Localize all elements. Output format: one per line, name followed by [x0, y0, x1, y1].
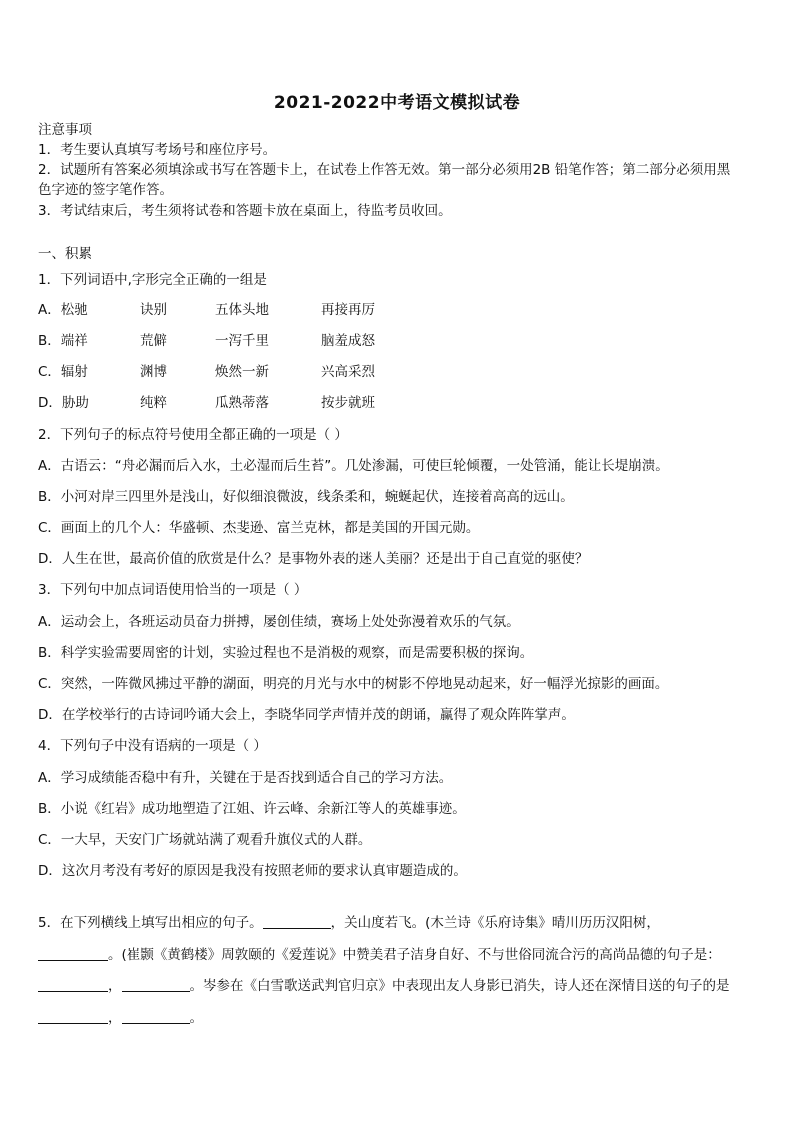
q1-b-word-2: 荒僻	[140, 333, 167, 349]
q1-b-word-3: 一泻千里	[215, 333, 269, 349]
q4-option-c: C．一大早，天安门广场就站满了观看升旗仪式的人群。	[38, 832, 372, 848]
section-heading: 一、积累	[38, 246, 92, 262]
q5-line-3	[38, 976, 764, 996]
notice-item-2: 2．试题所有答案必须填涂或书写在答题卡上，在试卷上作答无效。第一部分必须用2B 铅笔作答；第二部分必须用黑	[38, 162, 731, 178]
notice-item-3: 3．考试结束后，考生须将试卷和答题卡放在桌面上，待监考员收回。	[38, 203, 452, 219]
page-title: 2021-2022中考语文模拟试卷	[273, 93, 521, 113]
answer-blank-6[interactable]	[122, 1009, 190, 1024]
q5-comma-1: ，	[108, 978, 122, 994]
q4-option-a: A．学习成绩能否稳中有升，关键在于是否找到适合自己的学习方法。	[38, 770, 453, 786]
q1-c-word-3: 焕然一新	[215, 364, 269, 380]
q2-option-a: A．古语云：“舟必漏而后入水，土必湿而后生苔”。几处渗漏，可使巨轮倾覆，一处管涌，能让长堤崩溃。	[38, 458, 669, 474]
q1-d-word-4: 按步就班	[321, 395, 375, 411]
q4-option-d: D．这次月考没有考好的原因是我没有按照老师的要求认真审题造成的。	[38, 863, 467, 879]
q1-b-word-4: 脑羞成怒	[321, 333, 375, 349]
q1-c-word-2: 渊博	[140, 364, 167, 380]
q3-option-c: C．突然，一阵微风拂过平静的湖面，明亮的月光与水中的树影不停地晃动起来，好一幅浮光掠影的画面。	[38, 676, 669, 692]
answer-blank-4[interactable]	[122, 977, 190, 992]
q5-text-2: 。(崔颢《黄鹤楼》周敦颐的《爱莲说》中赞美君子洁身自好、不与世俗同流合污的高尚品德的句子是：	[108, 947, 721, 963]
q5-text-1: ，关山度若飞。(木兰诗《乐府诗集》晴川历历汉阳树，	[330, 915, 660, 931]
q5-line-4	[38, 1008, 764, 1028]
answer-blank-1[interactable]	[263, 914, 331, 929]
notice-item-1: 1．考生要认真填写考场号和座位序号。	[38, 142, 277, 158]
q3-stem: 3．下列句中加点词语使用恰当的一项是（ ）	[38, 582, 308, 598]
answer-blank-3[interactable]	[38, 977, 108, 992]
answer-blank-5[interactable]	[38, 1009, 108, 1024]
q5-period: 。	[189, 1010, 203, 1026]
q5-comma-2: ，	[108, 1010, 122, 1026]
q1-c-word-4: 兴高采烈	[321, 364, 375, 380]
q4-option-b: B．小说《红岩》成功地塑造了江姐、许云峰、余新江等人的英雄事迹。	[38, 801, 466, 817]
q2-stem: 2．下列句子的标点符号使用全都正确的一项是（ ）	[38, 427, 348, 443]
q3-option-b: B．科学实验需要周密的计划，实验过程也不是消极的观察，而是需要积极的探询。	[38, 645, 534, 661]
q1-a-word-1: A．松驰	[38, 302, 88, 318]
q1-stem: 1．下列词语中,字形完全正确的一组是	[38, 272, 267, 288]
q1-d-word-2: 纯粹	[140, 395, 167, 411]
q3-option-a: A．运动会上，各班运动员奋力拼搏，屡创佳绩，赛场上处处弥漫着欢乐的气氛。	[38, 614, 520, 630]
q2-option-d: D．人生在世，最高价值的欣赏是什么？是事物外表的迷人美丽？还是出于自己直觉的驱使？	[38, 551, 589, 567]
q2-option-b: B．小河对岸三四里外是浅山，好似细浪微波，线条柔和，蜿蜒起伏，连接着高高的远山。	[38, 489, 574, 505]
q1-d-word-3: 瓜熟蒂落	[215, 395, 269, 411]
q4-stem: 4．下列句子中没有语病的一项是（ ）	[38, 738, 267, 754]
q1-c-word-1: C．辐射	[38, 364, 88, 380]
answer-blank-2[interactable]	[38, 946, 108, 961]
q5-text-3: 。岑参在《白雪歌送武判官归京》中表现出友人身影已消失，诗人还在深情目送的句子的是	[189, 978, 730, 994]
q5-line-2	[38, 945, 764, 965]
q5-line-1	[38, 913, 764, 933]
q5-stem: 5．在下列横线上填写出相应的句子。	[38, 915, 263, 931]
q2-option-c: C．画面上的几个人：华盛顿、杰斐逊、富兰克林，都是美国的开国元勋。	[38, 520, 480, 536]
notice-heading: 注意事项	[38, 122, 92, 138]
q1-a-word-3: 五体头地	[215, 302, 269, 318]
q1-a-word-2: 诀别	[140, 302, 167, 318]
q1-b-word-1: B．端祥	[38, 333, 88, 349]
q1-d-word-1: D．胁助	[38, 395, 89, 411]
q1-a-word-4: 再接再厉	[321, 302, 375, 318]
notice-item-2-cont: 色字迹的签字笔作答。	[38, 182, 173, 198]
q3-option-d: D．在学校举行的古诗词吟诵大会上，李晓华同学声情并茂的朗诵，赢得了观众阵阵掌声。	[38, 707, 575, 723]
